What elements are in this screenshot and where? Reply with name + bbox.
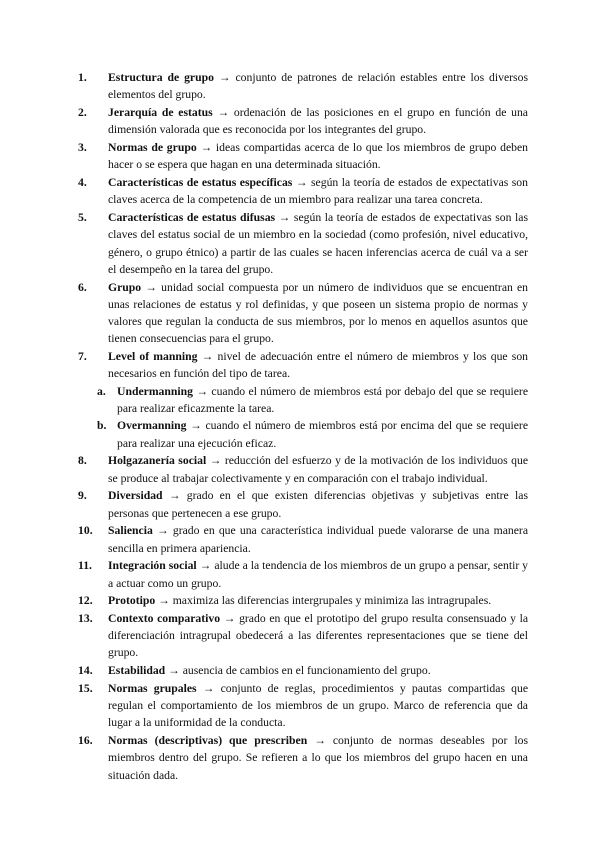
list-number: 16. [78, 734, 93, 748]
list-number: 13. [78, 611, 93, 625]
term-definition: ordenación de las posiciones en el grupo en función de una dimensión valorada que es reconocida por los integrantes del grupo. [108, 105, 528, 137]
arrow-icon: → [145, 280, 157, 294]
arrow-icon: → [217, 105, 230, 119]
glossary-item-normas-grupales [78, 680, 529, 732]
glossary-item-saliencia [78, 522, 529, 557]
term-definition: cuando el número de miembros está por encima del que se requiere para realizar una ejecución eficaz. [117, 419, 529, 450]
glossary-item-holgazaneria-social [78, 452, 529, 487]
glossary-subitem-overmanning [97, 417, 529, 452]
term-label: Normas grupales [108, 681, 197, 695]
glossary-item-integracion-social [78, 557, 529, 592]
term-label: Contexto comparativo [108, 611, 221, 625]
term-label: Saliencia [108, 524, 153, 538]
glossary-item-grupo [78, 279, 529, 348]
glossary-item-diversidad [78, 487, 529, 522]
term-label: Jerarquía de estatus [108, 105, 213, 119]
term-definition: reducción del esfuerzo y de la motivación de los individuos que se produce al trabajar colectivamente y en comparación con el trabajo individual. [108, 454, 529, 485]
list-number: a. [97, 384, 106, 398]
list-number: 1. [78, 71, 87, 84]
arrow-icon: → [202, 681, 215, 695]
list-number: 3. [78, 140, 87, 154]
glossary-item-caracteristicas-de-estatus-difusas [78, 209, 528, 278]
list-number: 12. [78, 594, 93, 608]
glossary-item-caracteristicas-de-estatus-especificas [78, 174, 528, 209]
term-label: Estructura de grupo [108, 71, 214, 84]
term-definition: unidad social compuesta por un número de individuos que se encuentran en unas relaciones de estatus y rol definidas, y que poseen un sistema propio de normas y valores que regulan la conducta de sus miembros, por lo menos en aquellos asuntos que tienen consecuencias para el grupo. [108, 280, 529, 346]
list-number: 11. [78, 559, 92, 573]
term-label: Estabilidad [108, 664, 166, 678]
term-label: Características de estatus específicas [108, 175, 293, 189]
term-definition: conjunto de reglas, procedimientos y pautas compartidas que regulan el comportamiento de los miembros de un grupo. Marco de referencia que da lugar a la uniformidad de la conducta. [108, 681, 529, 730]
arrow-icon: → [190, 419, 202, 433]
glossary-subitem-undermanning [97, 383, 529, 418]
glossary-item-normas-de-grupo [78, 139, 529, 174]
arrow-icon: → [201, 350, 214, 364]
arrow-icon: → [158, 594, 170, 608]
term-definition: según la teoría de estados de expectativas son claves acerca de la competencia de un miembro para realizar una tarea concreta. [108, 175, 528, 207]
term-label: Normas de grupo [108, 140, 197, 154]
arrow-icon: → [168, 664, 180, 678]
arrow-icon: → [168, 489, 181, 503]
glossary-list [0, 69, 600, 784]
term-definition: maximiza las diferencias intergrupales y minimiza las intragrupales. [172, 594, 492, 608]
list-number: 4. [78, 175, 87, 189]
list-number: 5. [78, 210, 87, 224]
term-definition: según la teoría de estados de expectativas son las claves del estatus social de un miembro en la sociedad (como profesión, nivel educativo, género, o grupo étnico) a partir de las cuales se hacen inferencias acerca de cuál va a ser el desempeño en la tarea del grupo. [108, 210, 528, 276]
arrow-icon: → [209, 454, 222, 468]
list-number: 9. [78, 489, 87, 503]
list-number: 6. [78, 280, 87, 294]
term-definition: conjunto de normas deseables por los miembros dentro del grupo. Se refieren a lo que los miembros del grupo hacen en una situación dada. [108, 734, 529, 782]
term-definition: grado en el que existen diferencias objetivas y subjetivas entre las personas que pertenecen a ese grupo. [108, 489, 529, 520]
term-label: Integración social [108, 559, 197, 573]
term-definition: ausencia de cambios en el funcionamiento del grupo. [182, 664, 431, 678]
sub-list [97, 383, 529, 452]
glossary-item-contexto-comparativo [78, 610, 529, 662]
term-label: Overmanning [117, 419, 187, 433]
arrow-icon: → [223, 611, 236, 625]
arrow-icon: → [278, 210, 291, 224]
glossary-item-prototipo [78, 592, 528, 609]
arrow-icon: → [200, 140, 213, 154]
arrow-icon: → [156, 524, 169, 538]
term-label: Prototipo [108, 594, 156, 608]
term-definition: grado en que el prototipo del grupo resulta consensuado y la diferenciación intragrupal obedecerá a las diferentes representaciones que se tiene del grupo. [108, 611, 529, 660]
term-definition: conjunto de patrones de relación estables entre los diversos elementos del grupo. [108, 71, 528, 102]
term-label: Grupo [108, 280, 142, 294]
term-definition: nivel de adecuación entre el número de miembros y los que son necesarios en función del tipo de tarea. [108, 350, 529, 381]
term-label: Normas (descriptivas) que prescriben [108, 734, 308, 748]
term-label: Diversidad [108, 489, 163, 503]
term-definition: alude a la tendencia de los miembros de un grupo a pensar, sentir y a actuar como un grupo. [108, 559, 529, 590]
term-definition: cuando el número de miembros está por debajo del que se requiere para realizar eficazmente la tarea. [117, 384, 529, 415]
term-definition: ideas compartidas acerca de lo que los miembros de grupo deben hacer o se espera que hagan en una determinada situación. [108, 140, 529, 172]
term-label: Holgazanería social [108, 454, 207, 468]
list-number: 2. [78, 105, 87, 119]
term-definition: grado en que una característica individual puede valorarse de una manera sencilla en primera apariencia. [108, 524, 529, 555]
arrow-icon: → [199, 559, 212, 573]
arrow-icon: → [218, 71, 231, 84]
glossary-item-normas-descriptivas-que-prescriben [78, 732, 529, 784]
term-label: Undermanning [117, 384, 193, 398]
list-number: b. [97, 419, 107, 433]
list-number: 15. [78, 681, 93, 695]
term-label: Características de estatus difusas [108, 210, 276, 224]
glossary-item-jerarquia-de-estatus [78, 104, 528, 139]
glossary-item-estabilidad [78, 662, 528, 679]
glossary-item-estructura-de-grupo [78, 69, 528, 104]
list-number: 14. [78, 664, 93, 678]
term-label: Level of manning [108, 350, 198, 364]
list-number: 7. [78, 350, 87, 364]
list-number: 8. [78, 454, 87, 468]
arrow-icon: → [196, 384, 209, 398]
list-number: 10. [78, 524, 93, 538]
glossary-item-level-of-manning [78, 348, 529, 452]
arrow-icon: → [295, 175, 308, 189]
arrow-icon: → [314, 734, 326, 748]
